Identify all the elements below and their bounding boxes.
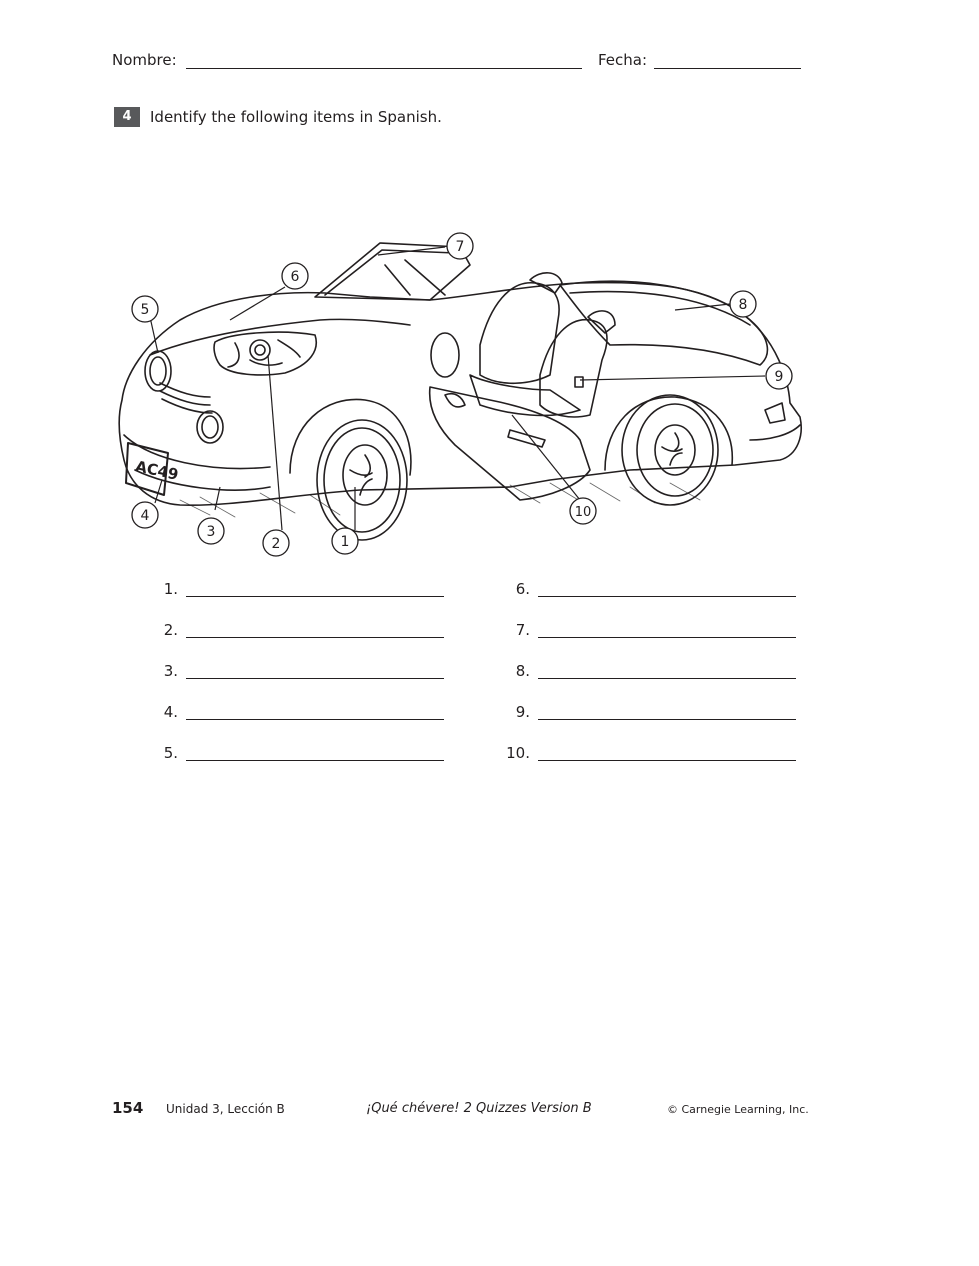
engine-bay	[214, 332, 316, 375]
seats	[470, 273, 615, 417]
license-plate	[126, 443, 180, 495]
answer-number: 10.	[506, 744, 530, 762]
answer-line[interactable]	[538, 719, 796, 720]
svg-text:4: 4	[140, 508, 150, 524]
svg-text:3: 3	[206, 524, 216, 540]
answer-line[interactable]	[186, 719, 444, 720]
answer-line[interactable]	[186, 637, 444, 638]
answer-number: 7.	[515, 621, 530, 639]
answer-row-9[interactable]	[512, 703, 802, 725]
footer-unit: Unidad 3, Lección B	[166, 1102, 285, 1116]
activity-number-badge: 4	[114, 107, 140, 127]
answer-line[interactable]	[538, 637, 796, 638]
svg-text:5: 5	[140, 302, 150, 318]
answer-number: 6.	[515, 580, 530, 598]
answer-row-8[interactable]	[512, 662, 802, 684]
name-label: Nombre:	[112, 51, 177, 69]
answer-number: 2.	[163, 621, 178, 639]
car-illustration	[110, 225, 810, 565]
answer-line[interactable]	[186, 760, 444, 761]
svg-text:1: 1	[340, 534, 350, 550]
svg-text:8: 8	[738, 297, 748, 313]
answer-row-7[interactable]	[512, 621, 802, 643]
answer-number: 9.	[515, 703, 530, 721]
activity-instruction: Identify the following items in Spanish.	[150, 108, 442, 126]
answer-row-3[interactable]	[160, 662, 450, 684]
answer-row-10[interactable]	[506, 744, 802, 766]
front-wheel	[317, 420, 407, 540]
svg-text:10: 10	[574, 505, 592, 520]
steering-wheel	[431, 333, 459, 377]
answer-line[interactable]	[538, 596, 796, 597]
callout-numbers	[141, 239, 784, 552]
windshield	[315, 243, 470, 300]
answer-line[interactable]	[186, 596, 444, 597]
svg-text:2: 2	[271, 536, 281, 552]
svg-text:AC49: AC49	[133, 457, 181, 484]
rear-wheel	[622, 395, 718, 505]
svg-text:7: 7	[455, 239, 465, 255]
answer-number: 1.	[163, 580, 178, 598]
answer-number: 3.	[163, 662, 178, 680]
answer-row-1[interactable]	[160, 580, 450, 602]
answer-number: 4.	[163, 703, 178, 721]
answer-row-4[interactable]	[160, 703, 450, 725]
answer-row-2[interactable]	[160, 621, 450, 643]
page-number: 154	[112, 1099, 144, 1117]
date-field[interactable]	[654, 52, 801, 69]
answer-number: 5.	[163, 744, 178, 762]
answer-line[interactable]	[186, 678, 444, 679]
answer-number: 8.	[515, 662, 530, 680]
svg-text:6: 6	[290, 269, 300, 285]
answer-line[interactable]	[538, 760, 796, 761]
answer-row-5[interactable]	[160, 744, 450, 766]
footer-book-title: ¡Qué chévere! 2 Quizzes Version B	[366, 1101, 592, 1116]
date-label: Fecha:	[598, 51, 648, 69]
name-field[interactable]	[186, 52, 582, 69]
answer-row-6[interactable]	[512, 580, 802, 602]
answer-line[interactable]	[538, 678, 796, 679]
svg-text:9: 9	[774, 369, 784, 385]
footer-copyright: © Carnegie Learning, Inc.	[667, 1103, 809, 1116]
